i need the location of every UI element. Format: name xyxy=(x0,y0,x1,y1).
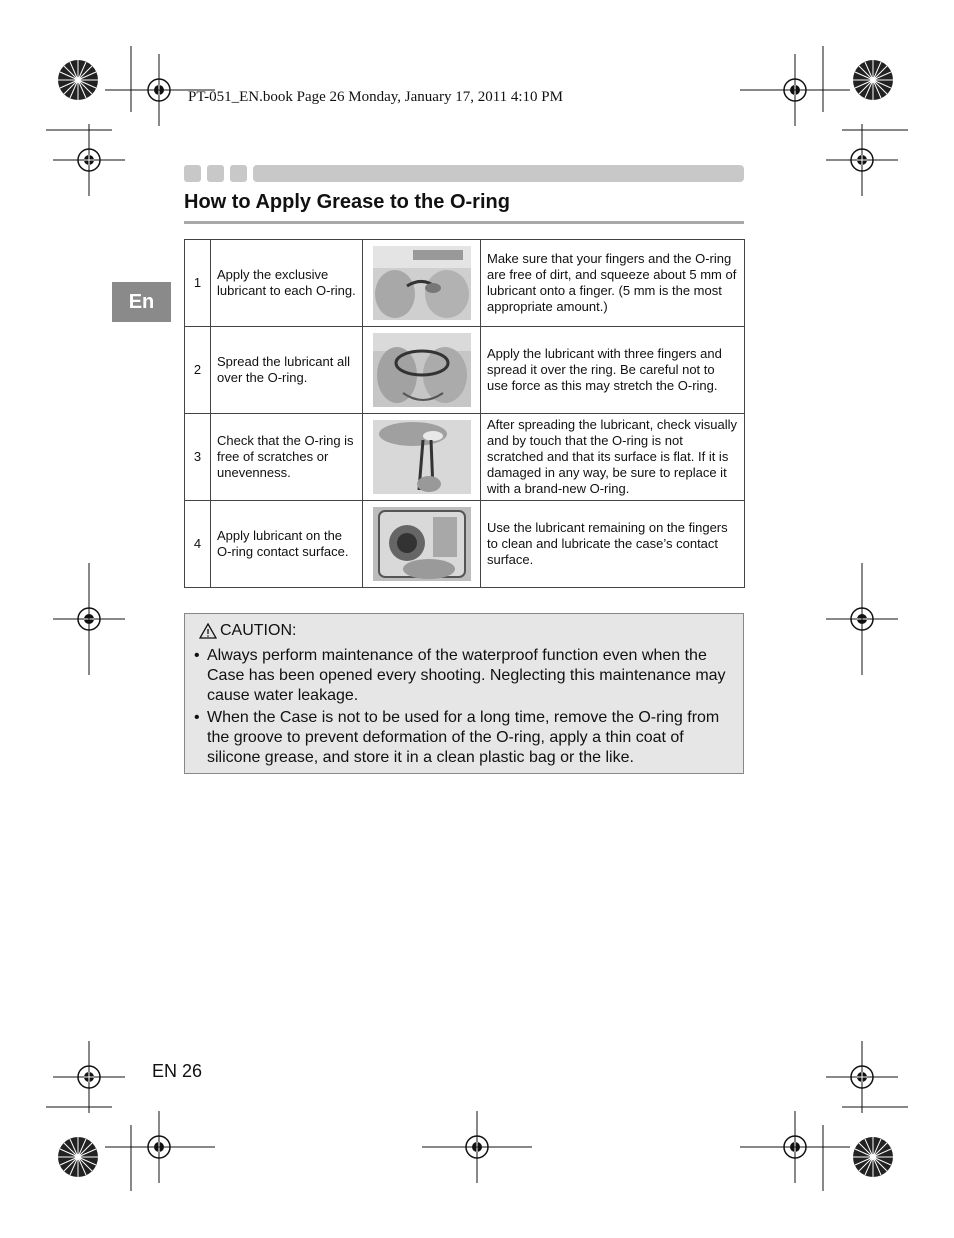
step-photo xyxy=(363,327,481,414)
step-photo xyxy=(363,414,481,501)
spreading-lubricant-photo-icon xyxy=(373,333,471,407)
step-number: 3 xyxy=(185,414,211,501)
caution-list xyxy=(185,646,743,770)
table-row xyxy=(185,240,745,327)
caution-text: Always perform maintenance of the waterproof function even when the Case has been opened every shooting. Neglecting this maintenance may cause water leakage. xyxy=(207,647,726,704)
case-contact-surface-photo-icon xyxy=(373,507,471,581)
list-item: • Always perform maintenance of the waterproof function even when the Case has been opened every shooting. Neglecting this maintenance may cause water leakage. xyxy=(194,647,726,704)
caution-box xyxy=(184,613,744,774)
section-title: How to Apply Grease to the O-ring xyxy=(184,191,510,213)
step-action: Apply lubricant on the O-ring contact surface. xyxy=(211,501,363,588)
header-square xyxy=(184,165,201,182)
step-number: 1 xyxy=(185,240,211,327)
step-action: Check that the O-ring is free of scratches or unevenness. xyxy=(211,414,363,501)
step-detail: Apply the lubricant with three fingers and spread it over the ring. Be careful not to use force as this may stretch the O-ring. xyxy=(481,327,745,414)
step-detail: Make sure that your fingers and the O-ring are free of dirt, and squeeze about 5 mm of lubricant onto a finger. (5 mm is the most appropriate amount.) xyxy=(481,240,745,327)
page-number: EN 26 xyxy=(152,1061,203,1081)
language-tab: En xyxy=(112,282,171,322)
title-underline xyxy=(184,221,744,224)
section-header-bar xyxy=(184,165,744,182)
warning-triangle-icon xyxy=(199,623,217,639)
fingers-o-ring-photo-icon xyxy=(373,246,471,320)
steps-table xyxy=(184,239,745,588)
table-row xyxy=(185,327,745,414)
step-action: Spread the lubricant all over the O-ring. xyxy=(211,327,363,414)
table-row xyxy=(185,501,745,588)
step-detail: Use the lubricant remaining on the fingers to clean and lubricate the case’s contact surface. xyxy=(481,501,745,588)
step-number: 2 xyxy=(185,327,211,414)
step-action: Apply the exclusive lubricant to each O-ring. xyxy=(211,240,363,327)
step-detail: After spreading the lubricant, check visually and by touch that the O-ring is not scratched and that its surface is flat. If it is damaged in any way, be sure to replace it with a brand-new O-ring. xyxy=(481,414,745,501)
step-photo xyxy=(363,501,481,588)
table-row xyxy=(185,414,745,501)
header-square xyxy=(207,165,224,182)
caution-text: When the Case is not to be used for a long time, remove the O-ring from the groove to prevent deformation of the O-ring, apply a thin coat of silicone grease, and store it in a clean plastic bag or the like. xyxy=(207,709,720,766)
step-number: 4 xyxy=(185,501,211,588)
header-square xyxy=(230,165,247,182)
print-slug: PT-051_EN.book Page 26 Monday, January 17, 2011 4:10 PM xyxy=(188,89,563,105)
caution-label: CAUTION: xyxy=(220,622,297,639)
step-photo xyxy=(363,240,481,327)
list-item: • When the Case is not to be used for a long time, remove the O-ring from the groove to prevent deformation of the O-ring, apply a thin coat of silicone grease, and store it in a clean plastic bag or the like. xyxy=(194,709,720,766)
header-bar xyxy=(253,165,744,182)
checking-o-ring-photo-icon xyxy=(373,420,471,494)
caution-heading xyxy=(199,622,296,640)
